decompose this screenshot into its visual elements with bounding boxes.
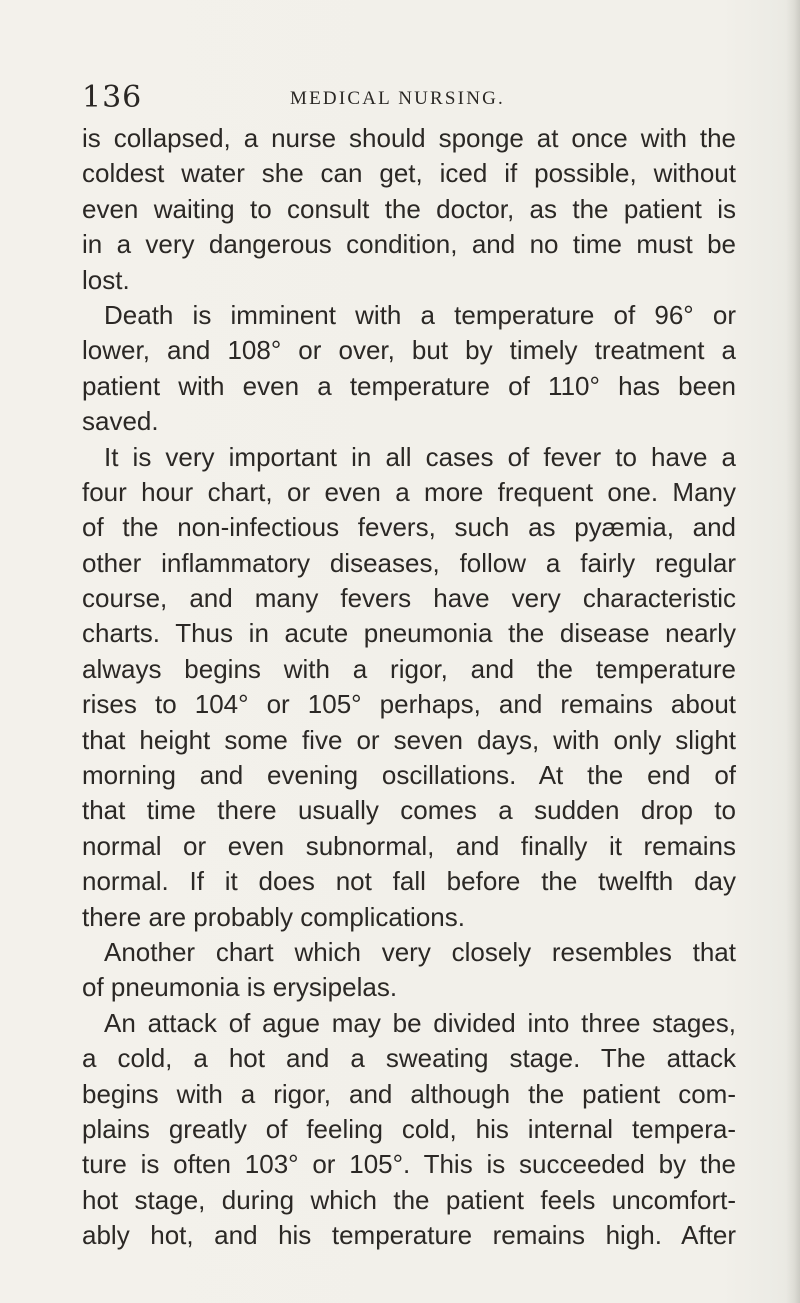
text-line: a cold, a hot and a sweating stage. The attack [82,1043,736,1074]
text-line: always begins with a rigor, and the temperature [82,653,736,684]
text-line: begins with a rigor, and although the patient com- [82,1078,736,1109]
text-line: coldest water she can get, iced if possible, without [82,158,736,189]
text-line: is collapsed, a nurse should sponge at once with the [82,123,736,153]
text-line: that height some five or seven days, with only slight [82,724,736,755]
text-line: even waiting to consult the doctor, as the patient is [82,193,736,224]
text-line: saved. [82,406,159,437]
text-line: plains greatly of feeling cold, his internal tempera- [82,1113,736,1144]
text-line: rises to 104° or 105° perhaps, and remains about [82,689,736,720]
text-line: patient with even a temperature of 110° has been [82,370,736,401]
text-line: Death is imminent with a temperature of 96° or [104,299,736,330]
running-head: MEDICAL NURSING. [290,88,505,109]
text-line: ably hot, and his temperature remains high. After [82,1220,736,1251]
text-line: charts. Thus in acute pneumonia the disease nearly [82,618,736,649]
text-line: of the non-infectious fevers, such as pyæmia, and [82,512,736,543]
text-line: Another chart which very closely resembles that [104,936,736,967]
text-line: in a very dangerous condition, and no time must be [82,229,736,260]
text-line: It is very important in all cases of fever to have a [104,441,736,472]
text-line: normal or even subnormal, and finally it remains [82,830,736,861]
text-line: of pneumonia is erysipelas. [82,972,398,1003]
page-header [82,80,722,120]
text-line: An attack of ague may be divided into three stages, [104,1007,736,1038]
text-line: hot stage, during which the patient feels uncomfort- [82,1184,736,1215]
text-line: four hour chart, or even a more frequent one. Many [82,476,736,507]
text-line: other inflammatory diseases, follow a fairly regular [82,547,736,578]
text-line: there are probably complications. [82,901,465,932]
text-line: ture is often 103° or 105°. This is succeeded by the [82,1149,736,1180]
page-number: 136 [82,80,143,115]
text-line: lost. [82,264,130,295]
body-text [82,121,736,1254]
text-line: course, and many fevers have very characteristic [82,583,736,614]
page-edge-shadow [786,0,800,1303]
text-line: lower, and 108° or over, but by timely treatment a [82,335,736,366]
text-line: morning and evening oscillations. At the end of [82,760,736,791]
text-line: normal. If it does not fall before the twelfth day [82,866,736,897]
text-line: that time there usually comes a sudden drop to [82,795,736,826]
